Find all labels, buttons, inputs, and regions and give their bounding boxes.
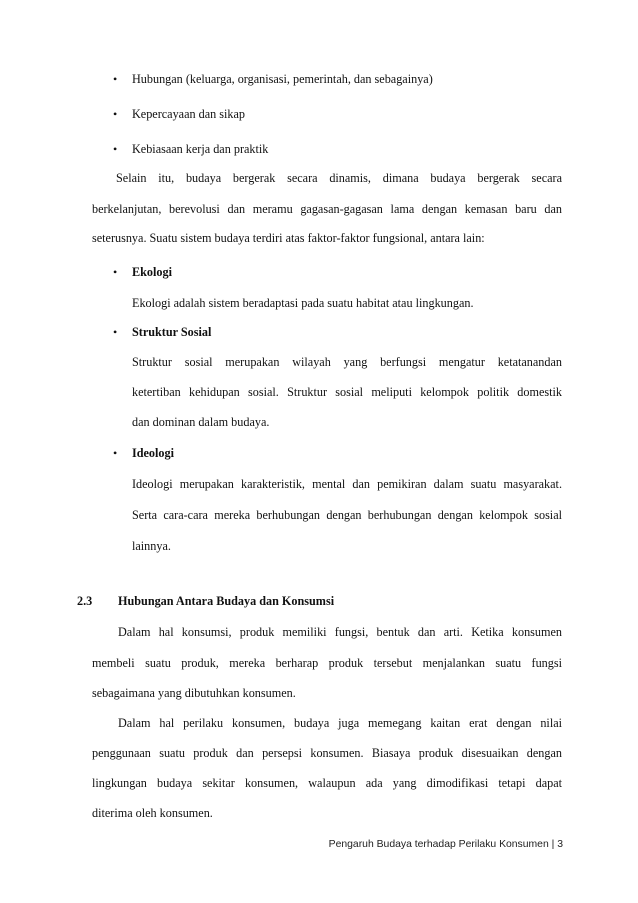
paragraph-line: Selain itu, budaya bergerak secara dinamis, dimana budaya bergerak secara: [116, 171, 562, 185]
paragraph-line: lainnya.: [132, 539, 171, 553]
paragraph-line: Dalam hal perilaku konsumen, budaya juga memegang kaitan erat dengan nilai: [118, 716, 562, 730]
paragraph-line: Ekologi adalah sistem beradaptasi pada suatu habitat atau lingkungan.: [132, 296, 474, 310]
list-item: Hubungan (keluarga, organisasi, pemerintah, dan sebagainya): [132, 72, 433, 86]
paragraph-line: diterima oleh konsumen.: [92, 806, 213, 820]
bullet-icon: •: [113, 325, 118, 339]
bullet-icon: •: [113, 72, 118, 86]
paragraph-line: Struktur sosial merupakan wilayah yang berfungsi mengatur ketatanandan: [132, 355, 562, 369]
section-title: Hubungan Antara Budaya dan Konsumsi: [118, 594, 335, 608]
paragraph-line: seterusnya. Suatu sistem budaya terdiri atas faktor-faktor fungsional, antara lain:: [92, 231, 485, 245]
list-item: Kepercayaan dan sikap: [132, 107, 246, 121]
bullet-icon: •: [113, 265, 118, 279]
subheading-struktur-sosial: Struktur Sosial: [132, 325, 212, 339]
bullet-icon: •: [113, 446, 118, 460]
paragraph-line: berkelanjutan, berevolusi dan meramu gagasan-gagasan lama dengan kemasan baru dan: [92, 202, 562, 216]
paragraph-line: Ideologi merupakan karakteristik, mental dan pemikiran dalam suatu masyarakat.: [132, 477, 562, 491]
subheading-ekologi: Ekologi: [132, 265, 172, 279]
list-item: Kebiasaan kerja dan praktik: [132, 142, 269, 156]
paragraph-line: Serta cara-cara mereka berhubungan dengan berhubungan dengan kelompok sosial: [132, 508, 562, 522]
paragraph-line: lingkungan budaya sekitar konsumen, walaupun ada yang dimodifikasi tetapi dapat: [92, 776, 562, 790]
bullet-icon: •: [113, 107, 118, 121]
paragraph-line: Dalam hal konsumsi, produk memiliki fungsi, bentuk dan arti. Ketika konsumen: [118, 625, 562, 639]
paragraph-line: penggunaan suatu produk dan persepsi konsumen. Biasaya produk disesuaikan dengan: [92, 746, 562, 760]
paragraph-line: ketertiban kehidupan sosial. Struktur sosial meliputi kelompok politik domestik: [132, 385, 562, 399]
bullet-icon: •: [113, 142, 118, 156]
paragraph-line: dan dominan dalam budaya.: [132, 415, 270, 429]
section-number: 2.3: [77, 594, 93, 608]
paragraph-line: membeli suatu produk, mereka berharap produk tersebut menjalankan suatu fungsi: [92, 656, 562, 670]
subheading-ideologi: Ideologi: [132, 446, 174, 460]
page-footer: Pengaruh Budaya terhadap Perilaku Konsumen | 3: [328, 839, 563, 850]
paragraph-line: sebagaimana yang dibutuhkan konsumen.: [92, 686, 296, 700]
